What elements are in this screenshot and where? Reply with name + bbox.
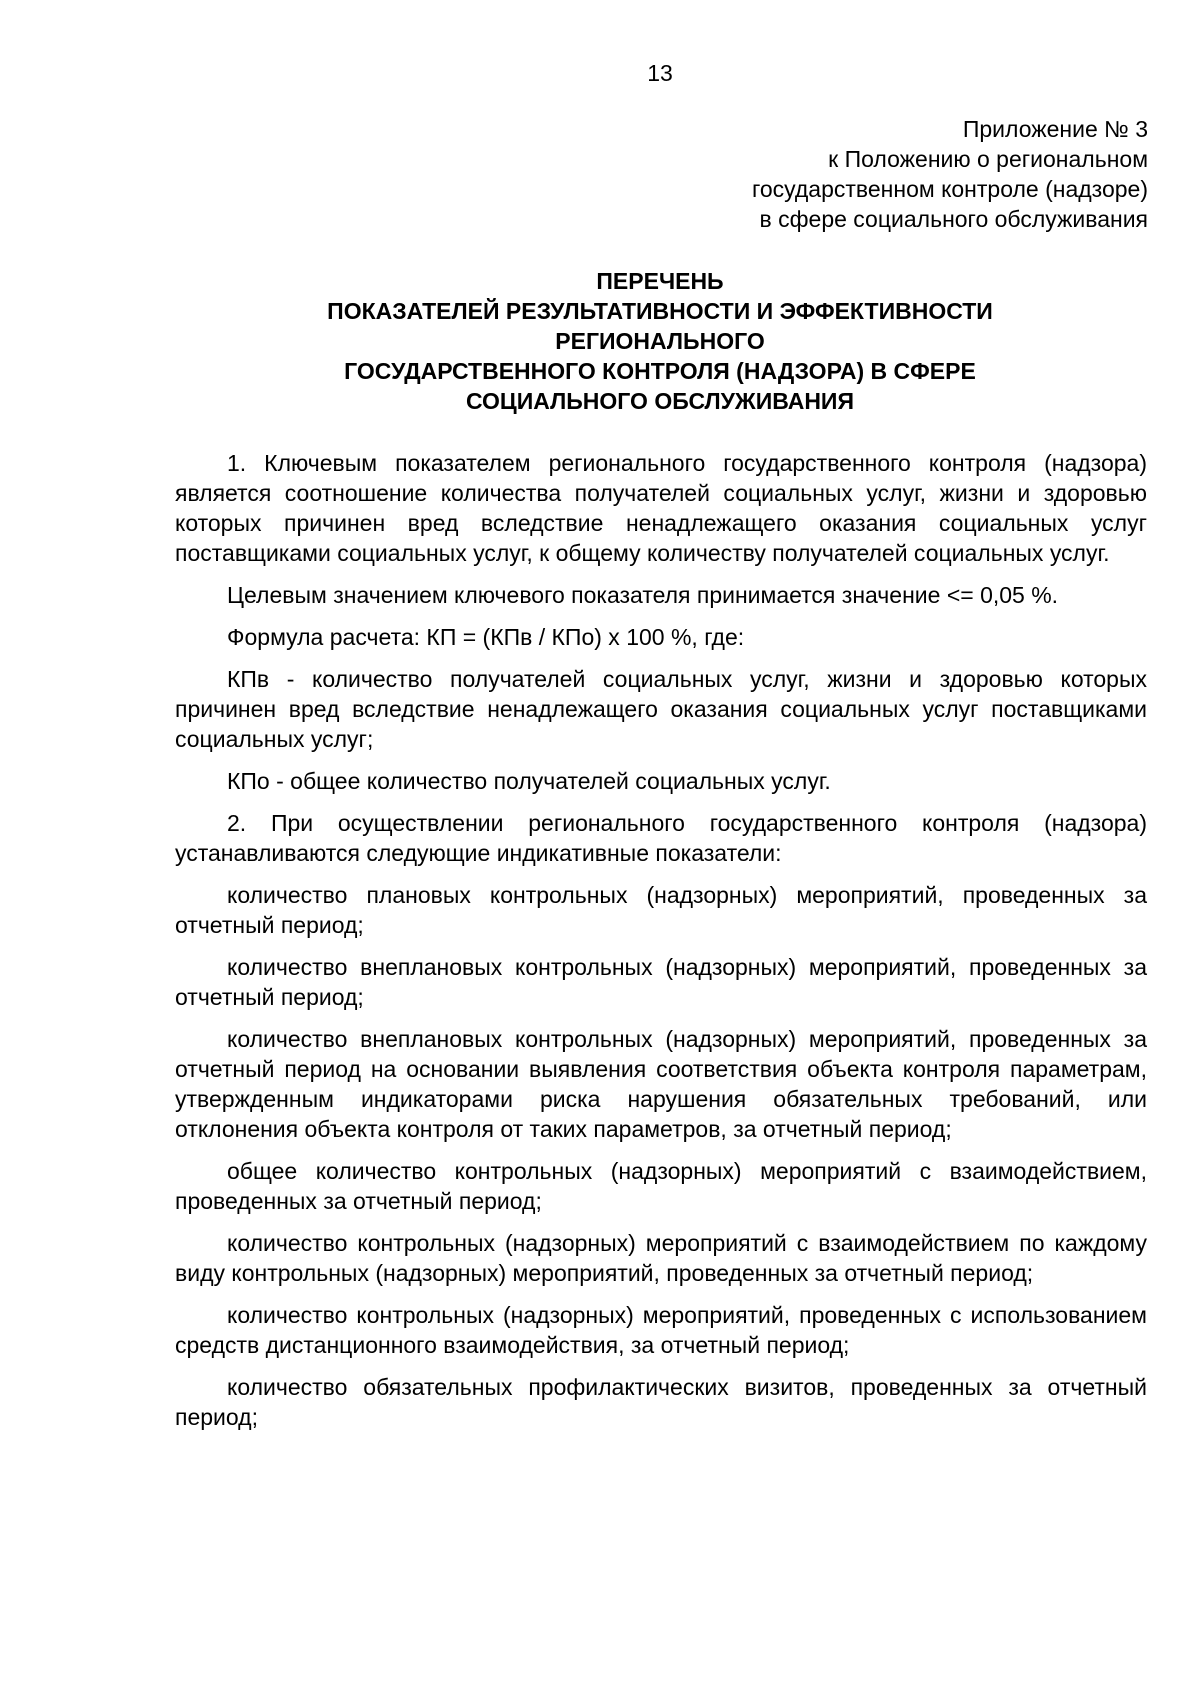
appendix-line: в сфере социального обслуживания (759, 206, 1148, 232)
paragraph-indicative-intro: 2. При осуществлении регионального государственного контроля (надзора) устанавливаются следующие индикативные показатели: (175, 810, 1147, 866)
list-item: количество контрольных (надзорных) мероприятий с взаимодействием по каждому виду контрольных (надзорных) мероприятий, проведенных за отчетный период; (175, 1230, 1147, 1286)
document-body (175, 448, 1147, 1444)
title-line: СОЦИАЛЬНОГО ОБСЛУЖИВАНИЯ (465, 388, 854, 414)
list-item: количество обязательных профилактических визитов, проведенных за отчетный период; (175, 1374, 1147, 1430)
page-number: 13 (647, 60, 673, 86)
document-title (176, 266, 1144, 416)
paragraph-key-indicator: 1. Ключевым показателем регионального государственного контроля (надзора) является соотношение количества получателей социальных услуг, жизни и здоровью которых причинен вред вследствие ненадлежащего оказания социальных услуг поставщиками социальных услуг, к общему количеству получателей социальных услуг. (175, 450, 1147, 566)
title-line: ПЕРЕЧЕНЬ (596, 268, 724, 294)
appendix-line: государственном контроле (надзоре) (751, 176, 1148, 202)
paragraph-kpo-definition: КПо - общее количество получателей социальных услуг. (227, 768, 831, 794)
title-line: ПОКАЗАТЕЛЕЙ РЕЗУЛЬТАТИВНОСТИ И ЭФФЕКТИВНОСТИ (327, 298, 993, 324)
list-item: количество плановых контрольных (надзорных) мероприятий, проведенных за отчетный период; (175, 882, 1147, 938)
paragraph-formula: Формула расчета: КП = (КПв / КПо) x 100 %, где: (227, 624, 745, 650)
paragraph-target-value: Целевым значением ключевого показателя принимается значение <= 0,05 %. (227, 582, 1059, 608)
appendix-line: к Положению о региональном (828, 146, 1148, 172)
title-line: ГОСУДАРСТВЕННОГО КОНТРОЛЯ (НАДЗОРА) В СФЕРЕ (344, 358, 976, 384)
title-line: РЕГИОНАЛЬНОГО (555, 328, 765, 354)
list-item: количество контрольных (надзорных) мероприятий, проведенных с использованием средств дистанционного взаимодействия, за отчетный период; (175, 1302, 1147, 1358)
list-item: количество внеплановых контрольных (надзорных) мероприятий, проведенных за отчетный период на основании выявления соответствия объекта контроля параметрам, утвержденным индикаторами риска нарушения обязательных требований, или отклонения объекта контроля от таких параметров, за отчетный период; (175, 1026, 1147, 1142)
paragraph-kpv-definition: КПв - количество получателей социальных услуг, жизни и здоровью которых причинен вред вследствие ненадлежащего оказания социальных услуг поставщиками социальных услуг; (175, 666, 1147, 752)
list-item: общее количество контрольных (надзорных) мероприятий с взаимодействием, проведенных за отчетный период; (175, 1158, 1147, 1214)
list-item: количество внеплановых контрольных (надзорных) мероприятий, проведенных за отчетный период; (175, 954, 1147, 1010)
appendix-line: Приложение № 3 (962, 116, 1148, 142)
appendix-header (508, 114, 1148, 234)
